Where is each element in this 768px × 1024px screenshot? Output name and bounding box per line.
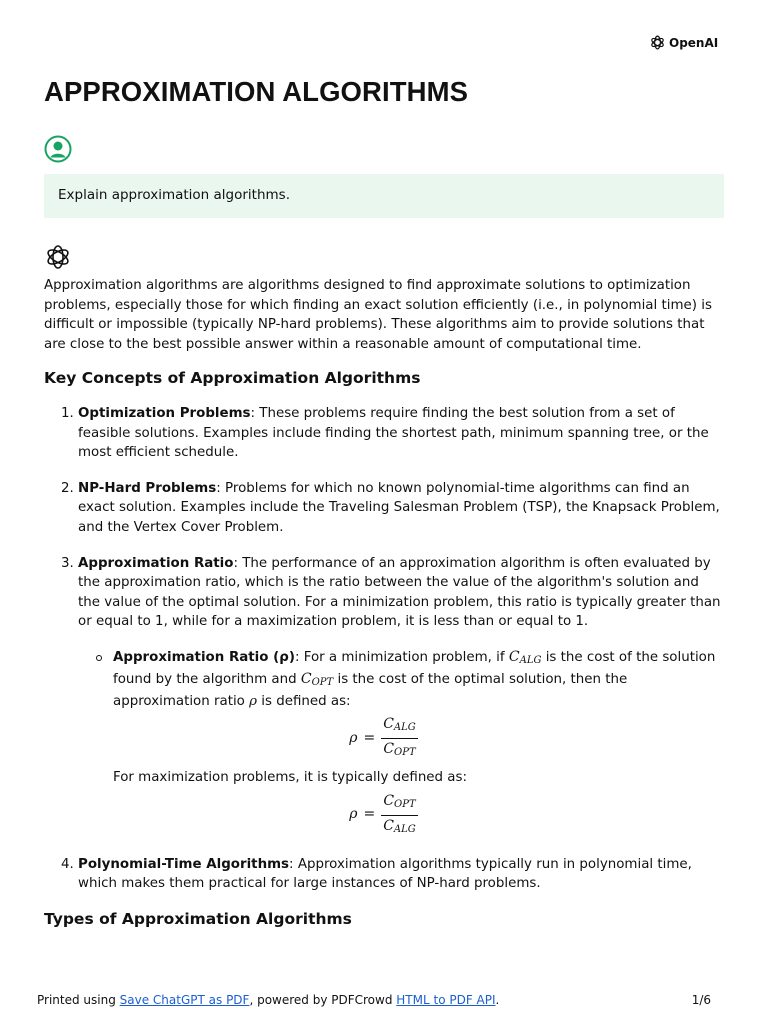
concept-term: Optimization Problems bbox=[78, 405, 251, 421]
c-letter: C bbox=[383, 740, 395, 757]
equals-sign: = bbox=[363, 729, 376, 746]
ratio-text-4: is defined as: bbox=[257, 693, 351, 709]
page-title: APPROXIMATION ALGORITHMS bbox=[44, 76, 469, 107]
opt-subscript: OPT bbox=[394, 746, 416, 758]
list-item bbox=[78, 404, 724, 463]
c-letter: C bbox=[383, 792, 395, 809]
ratio-term: Approximation Ratio (ρ) bbox=[113, 649, 295, 665]
alg-subscript: ALG bbox=[519, 654, 542, 666]
save-chatgpt-link[interactable]: Save ChatGPT as PDF bbox=[119, 993, 250, 1007]
chatgpt-avatar-icon bbox=[44, 243, 72, 271]
user-prompt-text: Explain approximation algorithms. bbox=[58, 187, 291, 203]
ratio-text-3: is the cost of the optimal solution, then the approximation ratio bbox=[113, 671, 628, 709]
page-footer bbox=[37, 993, 711, 1007]
c-letter: C bbox=[300, 670, 312, 687]
ratio-sublist bbox=[78, 648, 724, 839]
alg-subscript: ALG bbox=[393, 823, 416, 835]
c-alg-symbol bbox=[509, 649, 542, 665]
concept-text: : These problems require finding the best solution from a set of feasible solutions. Examples include finding the shortest path, minimum spanning tree, or the most efficient schedule. bbox=[78, 405, 709, 461]
ratio-definition bbox=[113, 648, 724, 711]
equals-sign: = bbox=[363, 806, 376, 823]
brand-name: OpenAI bbox=[669, 35, 719, 50]
max-ratio-intro: For maximization problems, it is typically defined as: bbox=[113, 769, 467, 785]
ratio-text-2: is the cost of the solution found by the algorithm and bbox=[113, 649, 716, 687]
page-number: 1/6 bbox=[691, 993, 711, 1007]
openai-logo-icon bbox=[649, 34, 666, 51]
opt-subscript: OPT bbox=[311, 676, 334, 688]
key-concepts-list bbox=[44, 404, 724, 894]
concept-text: : Approximation algorithms typically run in polynomial time, which makes them practical for large instances of NP-hard problems. bbox=[78, 856, 692, 892]
fraction bbox=[381, 792, 418, 839]
concept-term: Approximation Ratio bbox=[78, 555, 234, 571]
list-item bbox=[78, 648, 724, 839]
min-ratio-formula bbox=[43, 715, 724, 762]
concept-term: Polynomial-Time Algorithms bbox=[78, 856, 290, 872]
rho-symbol: ρ bbox=[349, 806, 358, 823]
rho-symbol: ρ bbox=[249, 693, 258, 709]
concept-text: : The performance of an approximation algorithm is often evaluated by the approximation ratio, which is the ratio between the value of the algorithm's solution and the value of the optimal solution. For a minimization problem, this ratio is typically greater than or equal to 1, while for a maximization problem, it is less than or equal to 1. bbox=[78, 555, 721, 630]
numerator bbox=[381, 715, 418, 739]
openai-brand bbox=[649, 34, 718, 51]
footer-middle: , powered by PDFCrowd bbox=[249, 993, 397, 1007]
user-avatar-icon bbox=[44, 135, 72, 163]
list-item bbox=[78, 855, 724, 894]
c-letter: C bbox=[508, 648, 520, 665]
html-to-pdf-link[interactable]: HTML to PDF API bbox=[396, 993, 496, 1007]
footer-credit bbox=[37, 993, 499, 1007]
denominator bbox=[381, 739, 417, 762]
fraction bbox=[381, 715, 418, 762]
c-letter: C bbox=[383, 817, 394, 834]
user-prompt bbox=[44, 174, 724, 218]
max-ratio-formula bbox=[43, 792, 724, 839]
concept-text: : Problems for which no known polynomial-time algorithms can find an exact solution. Examples include the Traveling Salesman Problem (TSP), the Knapsack Problem, and the Vertex Cover Problem. bbox=[78, 480, 720, 535]
response-body bbox=[44, 276, 724, 929]
ratio-text-1: : For a minimization problem, if bbox=[294, 649, 509, 665]
concept-term: NP-Hard Problems bbox=[78, 480, 217, 496]
intro-paragraph: Approximation algorithms are algorithms designed to find approximate solutions to optimization problems, especially those for which finding an exact solution efficiently (i.e., in polynomial time) is difficult or impossible (typically NP-hard problems). These algorithms aim to provide solutions that are close to the best possible answer within a reasonable amount of computational time. bbox=[44, 278, 712, 352]
list-item bbox=[78, 554, 724, 839]
key-concepts-heading: Key Concepts of Approximation Algorithms bbox=[44, 369, 421, 388]
types-heading: Types of Approximation Algorithms bbox=[44, 909, 352, 928]
denominator bbox=[381, 816, 418, 839]
footer-suffix: . bbox=[495, 993, 500, 1007]
numerator bbox=[381, 792, 417, 816]
list-item bbox=[78, 479, 724, 538]
opt-subscript: OPT bbox=[394, 798, 416, 810]
footer-prefix: Printed using bbox=[37, 993, 120, 1007]
alg-subscript: ALG bbox=[393, 721, 416, 733]
rho-symbol: ρ bbox=[349, 729, 358, 746]
c-letter: C bbox=[383, 715, 394, 732]
c-opt-symbol bbox=[301, 671, 333, 687]
